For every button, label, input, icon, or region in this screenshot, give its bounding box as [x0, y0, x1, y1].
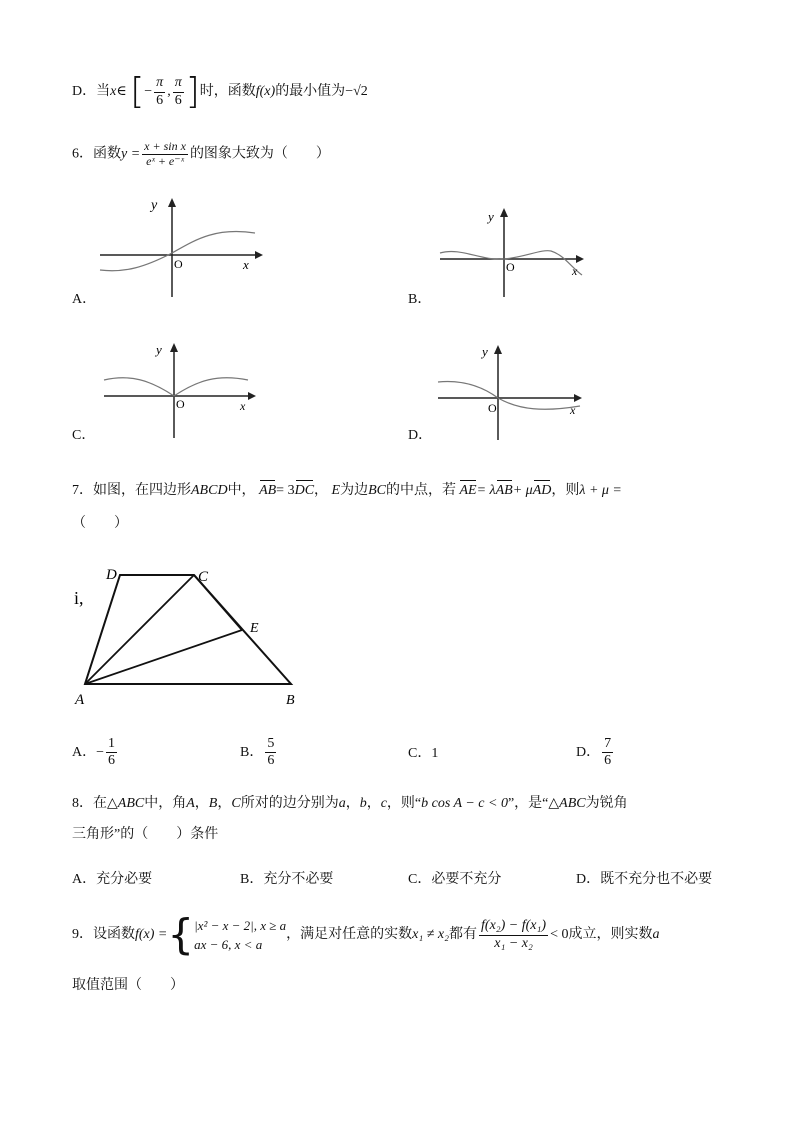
q8-text: 8．在△ [72, 796, 118, 811]
y-label: y [488, 209, 494, 224]
q8-abc: ABC [117, 796, 145, 811]
origin-label: O [176, 397, 185, 411]
frac-den: 6 [156, 92, 164, 108]
frac-num: π [173, 75, 184, 92]
y-arrow [500, 208, 508, 217]
q7-e: E [331, 483, 341, 498]
q8-option-c: C．必要不充分 [408, 872, 502, 887]
y-arrow [170, 343, 178, 352]
q8-text: 为锐角 [585, 796, 628, 811]
point-b-label: B [286, 693, 295, 708]
x-arrow [255, 251, 263, 259]
q8-var: b [359, 796, 367, 811]
curve [438, 382, 580, 410]
q9-stem-line2: 取值范围（ ） [72, 978, 184, 993]
y-label: y [482, 344, 488, 359]
frac-num: 7 [602, 736, 613, 753]
q5d-frac-hi [173, 75, 184, 108]
q9-text: 9．设函数 [72, 926, 135, 942]
point-d-label: D [106, 567, 117, 583]
q5d-label: D．当 [72, 84, 111, 100]
q7-text: 为边 [340, 483, 369, 498]
q9-fraction [479, 918, 548, 951]
q8-text: 所对的边分别为 [240, 796, 339, 811]
left-brace: { [167, 910, 195, 959]
q6-stem [72, 140, 330, 169]
q8-stem-line1 [72, 796, 628, 813]
q7-option-a [72, 736, 119, 769]
q8-text: ， [194, 796, 209, 811]
q7-text: 中， [227, 483, 256, 498]
q8-text: ， [217, 796, 232, 811]
origin-label: O [488, 401, 497, 415]
q8-var: A [186, 796, 195, 811]
q9-text: 成立，则实数 [568, 926, 653, 942]
q6-suffix: 的图象大致为（ ） [189, 146, 330, 162]
quadrilateral-abcd [85, 575, 291, 684]
q8-var: c [380, 796, 387, 811]
q8-option-b: B．充分不必要 [240, 872, 334, 887]
y-label: y [156, 342, 162, 357]
q8-var: C [231, 796, 241, 811]
q5d-sqrt: √2 [353, 84, 368, 100]
y-arrow [494, 345, 502, 354]
q8-text: ，则“ [386, 796, 422, 811]
frac-num: f(x₂) − f(x₁) [479, 918, 548, 935]
option-fraction [602, 736, 613, 769]
x-label: x [240, 399, 246, 413]
q9-lt0: < 0 [550, 926, 569, 942]
right-bracket: ] [185, 71, 200, 112]
origin-label: O [506, 260, 515, 274]
q7-lm: λ + μ = [579, 483, 622, 498]
q5d-var: x [110, 84, 117, 100]
q7-text: + μ [512, 483, 533, 498]
x-label: x [570, 403, 576, 417]
frac-num: 1 [106, 736, 117, 753]
option-sign: − [96, 744, 105, 760]
y-label: y [151, 198, 158, 213]
x-label: x [243, 257, 249, 272]
q7-blank: （ ） [72, 516, 128, 531]
frac-den: x₁ − x₂ [494, 935, 533, 951]
q9-a: a [652, 926, 660, 942]
q6-fraction [142, 140, 188, 169]
q8-text: 中，角 [144, 796, 187, 811]
frac-den: 6 [108, 753, 116, 769]
q5d-sign: − [144, 84, 153, 100]
vector-ab: AB [495, 483, 513, 498]
x-arrow [574, 394, 582, 402]
q9-cond: x₁ ≠ x₂ [412, 926, 450, 942]
q5d-minus: − [345, 84, 354, 100]
q8-var: B [208, 796, 218, 811]
point-c-label: C [198, 569, 209, 585]
point-a-label: A [75, 692, 85, 708]
graph-a [95, 195, 265, 303]
option-fraction [106, 736, 117, 769]
q6-option-a-label: A． [72, 292, 97, 307]
y-arrow [168, 198, 176, 207]
q6-option-d-label: D． [408, 428, 433, 443]
q8-option-d: D．既不充分也不必要 [576, 872, 713, 887]
vector-ad: AD [532, 483, 552, 498]
q8-condition: b cos A − c < 0 [421, 796, 508, 811]
q7-text: = λ [476, 483, 496, 498]
q7-text: ，则 [551, 483, 580, 498]
left-bracket: [ [130, 71, 145, 112]
q8-stem-line2: 三角形”的（ ）条件 [72, 827, 219, 842]
curve [104, 378, 248, 396]
q7-text: 7．如图，在四边形 [72, 483, 191, 498]
vector-dc: DC [294, 483, 315, 498]
q9-cases [194, 916, 286, 955]
q9-text: 都有 [449, 926, 478, 942]
q9-case1: |x² − x − 2|, x ≥ a [194, 917, 287, 933]
q7-option-c: C．1 [408, 746, 439, 761]
q8-text: ”，是“△ [507, 796, 560, 811]
q9-stem-line1 [72, 910, 660, 959]
q5d-paren: (x) [259, 84, 276, 100]
frac-den: 6 [267, 753, 275, 769]
vector-ab: AB [259, 483, 277, 498]
frac-num: x + sin x [144, 139, 186, 153]
frac-num: 5 [265, 736, 276, 753]
option-label: D． [576, 744, 601, 760]
q8-text: ， [366, 796, 381, 811]
graph-b [436, 205, 586, 300]
x-arrow [248, 392, 256, 400]
q5d-f: f [255, 84, 260, 100]
q9-case2: ax − 6, x < a [194, 937, 263, 952]
q8-text: ， [345, 796, 360, 811]
q5d-comma: , [167, 84, 171, 100]
q7-text: ， [314, 483, 329, 498]
origin-label: O [174, 257, 183, 271]
frac-den: 6 [604, 753, 612, 769]
q9-fx: f(x) = [135, 926, 168, 942]
frac-den: 6 [174, 92, 182, 108]
segment-ac [85, 575, 194, 684]
q7-option-d [576, 736, 615, 769]
q9-text: ，满足对任意的实数 [286, 926, 413, 942]
graph-d [434, 342, 586, 442]
q6-y-eq: y = [121, 146, 141, 162]
figure-note: i, [74, 588, 84, 608]
q8-var: a [338, 796, 346, 811]
q6-option-b-label: B． [408, 292, 432, 307]
q6-option-c-label: C． [72, 428, 96, 443]
q7-abcd: ABCD [191, 483, 228, 498]
x-arrow [576, 255, 584, 263]
q5-option-d [72, 71, 368, 112]
option-label: B． [240, 744, 264, 760]
graph-c [100, 340, 260, 440]
vector-ae: AE [459, 483, 477, 498]
q7-text: 的中点，若 [385, 483, 456, 498]
point-e-label: E [250, 621, 259, 636]
q7-bc: BC [368, 483, 386, 498]
option-label: A． [72, 744, 97, 760]
frac-num: π [154, 75, 165, 92]
q7-option-b [240, 736, 278, 769]
segment-ae [85, 630, 242, 684]
q8-option-a: A．充分必要 [72, 872, 153, 887]
q8-abc: ABC [559, 796, 586, 811]
q7-text: = 3 [276, 483, 295, 498]
q6-prefix: 6．函数 [72, 146, 121, 162]
option-fraction [265, 736, 276, 769]
frac-den: eˣ + e⁻ˣ [146, 153, 184, 168]
q7-stem-line1 [72, 483, 622, 500]
q5d-in: ∈ [116, 84, 127, 100]
x-label: x [572, 264, 578, 278]
quadrilateral-figure [70, 562, 310, 712]
q5d-mid: 时，函数 [199, 84, 256, 100]
q5d-tail: 的最小值为 [275, 84, 346, 100]
q5d-frac-lo [154, 75, 165, 108]
